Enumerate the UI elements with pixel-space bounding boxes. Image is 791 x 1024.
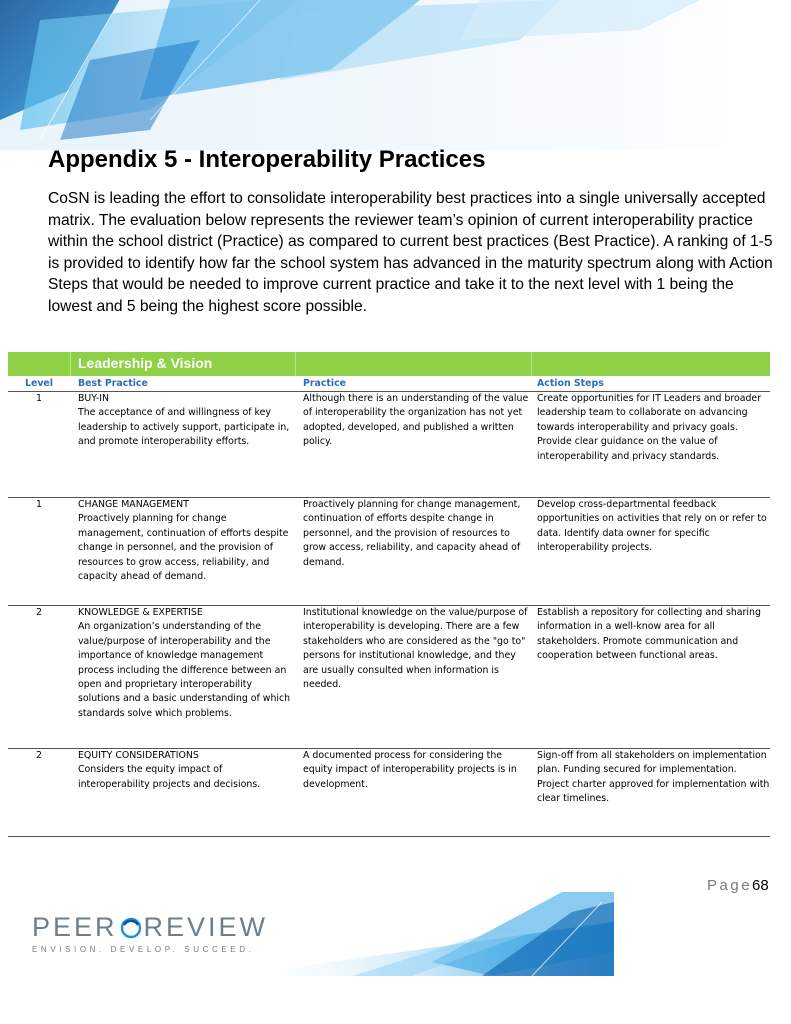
best-practice-title: EQUITY CONSIDERATIONS: [78, 750, 199, 761]
page-number: [707, 877, 769, 894]
column-header-action-steps: Action Steps: [531, 376, 770, 392]
best-practice-cell: [70, 606, 295, 749]
column-divider: [295, 352, 296, 376]
column-header-level: Level: [8, 376, 70, 392]
table-row: [8, 392, 770, 498]
best-practice-description: Considers the equity impact of interoperability projects and decisions.: [78, 764, 261, 790]
practices-table-container: [8, 352, 770, 837]
table-row: [8, 606, 770, 749]
section-title: Leadership & Vision: [78, 355, 213, 371]
best-practice-cell: [70, 498, 295, 606]
table-row: [8, 749, 770, 837]
peer-review-logo: [32, 912, 268, 954]
practice-cell: Proactively planning for change management, continuation of efforts despite change in personnel, and the provision of resources to grow access, reliability, and capacity ahead of demand.: [295, 498, 531, 606]
best-practice-cell: [70, 749, 295, 837]
best-practice-description: Proactively planning for change management, continuation of efforts despite change in personnel, and the provision of resources to grow access, reliability, and capacity ahead of demand.: [78, 513, 289, 583]
level-cell: 2: [8, 749, 70, 837]
page-label: Page: [707, 877, 753, 894]
intro-paragraph: CoSN is leading the effort to consolidate interoperability best practices into a single universally accepted matrix. The evaluation below represents the reviewer team’s opinion of current interoperability practice within the school district (Practice) as compared to current best practices (Best Practice). A ranking of 1-5 is provided to identify how far the school system has advanced in the maturity spectrum along with Action Steps that would be needed to improve current practice and take it to the next level with 1 being the lowest and 5 being the highest score possible.: [48, 190, 773, 315]
column-divider: [70, 352, 71, 376]
level-cell: 1: [8, 392, 70, 498]
header-banner-graphic: [0, 0, 791, 150]
table-header-row: [8, 376, 770, 392]
practices-table: [8, 376, 770, 837]
best-practice-description: An organization’s understanding of the value/purpose of interoperability and the importance of knowledge management process including the difference between an open and proprietary interoperability solutions and a basic understanding of which standards solve which problems.: [78, 621, 291, 719]
footer-banner-graphic: [232, 892, 614, 976]
practice-cell: Although there is an understanding of the value of interoperability the organization has not yet adopted, developed, and published a written policy.: [295, 392, 531, 498]
level-cell: 1: [8, 498, 70, 606]
best-practice-title: KNOWLEDGE & EXPERTISE: [78, 607, 203, 618]
action-steps-cell: Create opportunities for IT Leaders and broader leadership team to collaborate on advancing towards interoperability and privacy goals. Provide clear guidance on the value of interoperability and privacy standards.: [531, 392, 770, 498]
logo-tagline: ENVISION. DEVELOP. SUCCEED.: [32, 945, 255, 954]
page-number-value: 68: [752, 877, 769, 894]
best-practice-description: The acceptance of and willingness of key leadership to actively support, participate in, and promote interoperability efforts.: [78, 407, 290, 448]
action-steps-cell: Develop cross-departmental feedback opportunities on activities that rely on or refer to data. Identify data owner for specific interoperability projects.: [531, 498, 770, 606]
logo-text-peer: PEER: [32, 912, 118, 942]
practice-cell: A documented process for considering the equity impact of interoperability projects is in development.: [295, 749, 531, 837]
best-practice-cell: [70, 392, 295, 498]
table-row: [8, 498, 770, 606]
best-practice-title: CHANGE MANAGEMENT: [78, 499, 189, 510]
page-title: Appendix 5 - Interoperability Practices: [48, 146, 486, 173]
column-header-practice: Practice: [295, 376, 531, 392]
logo-text-review: REVIEW: [143, 912, 269, 942]
level-cell: 2: [8, 606, 70, 749]
column-divider: [531, 352, 532, 376]
best-practice-title: BUY-IN: [78, 393, 110, 404]
section-header-bar: [8, 352, 770, 376]
action-steps-cell: Sign-off from all stakeholders on implementation plan. Funding secured for implementation. Project charter approved for implementation with clear timelines.: [531, 749, 770, 837]
practice-cell: Institutional knowledge on the value/purpose of interoperability is developing. There are a few stakeholders who are considered as the "go to" persons for institutional knowledge, and they are usually consulted when information is needed.: [295, 606, 531, 749]
logo-ring-icon: [120, 917, 142, 939]
action-steps-cell: Establish a repository for collecting and sharing information in a well-know area for all stakeholders. Promote communication and cooperation between functional areas.: [531, 606, 770, 749]
column-header-best-practice: Best Practice: [70, 376, 295, 392]
